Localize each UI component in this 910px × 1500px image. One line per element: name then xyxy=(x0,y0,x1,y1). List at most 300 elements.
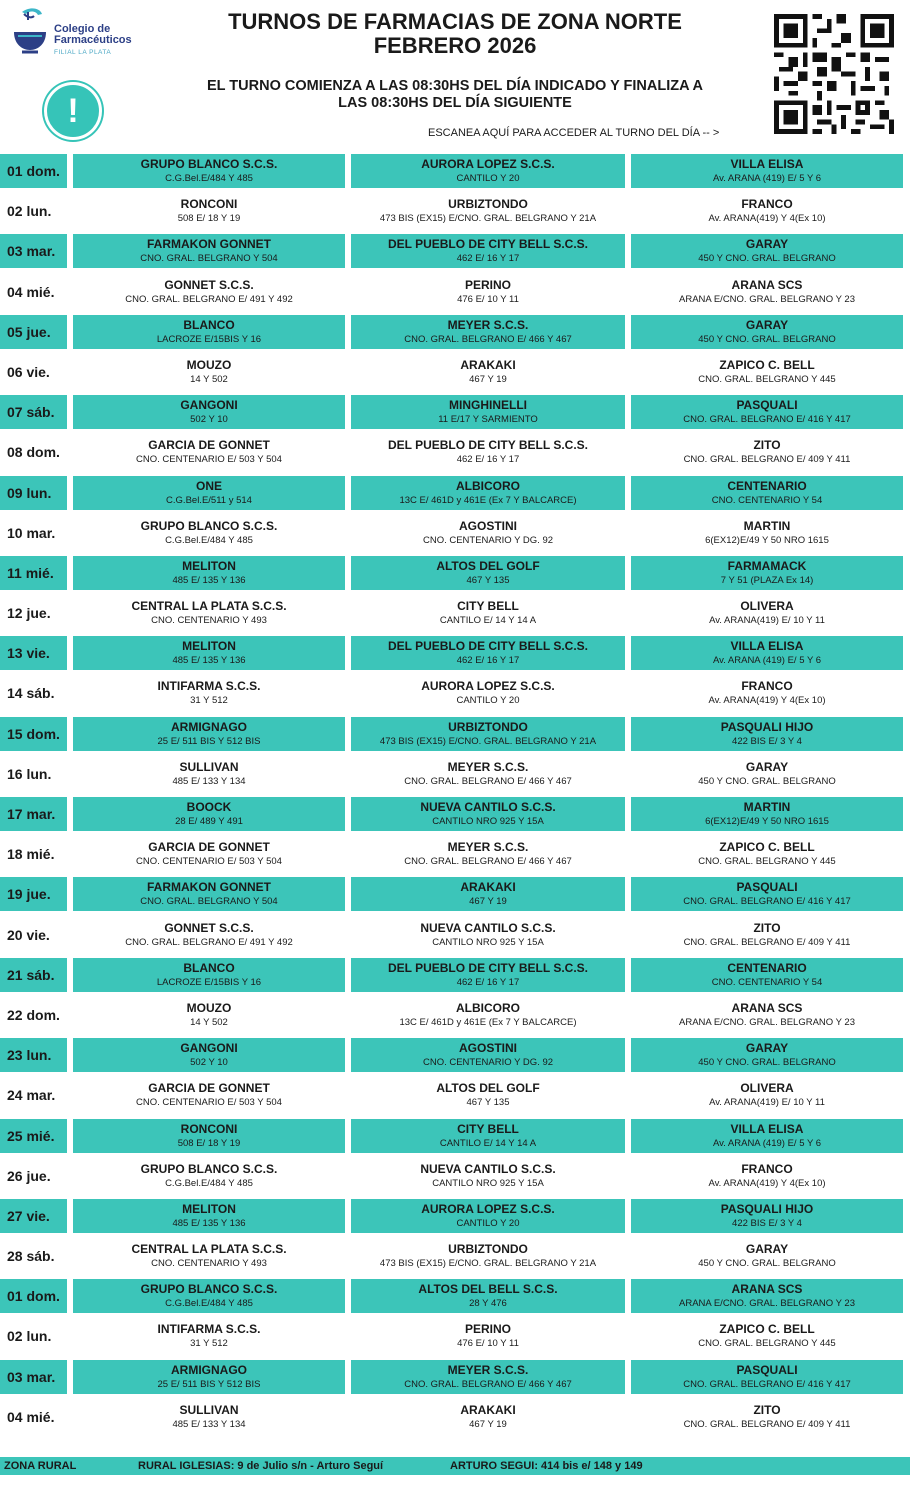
pharmacy-cell xyxy=(351,435,625,469)
rural-zone-label: ZONA RURAL xyxy=(4,1460,77,1472)
pharmacy-address: C.G.Bel.E/484 Y 485 xyxy=(165,534,253,546)
pharmacy-cell xyxy=(631,596,903,630)
pharmacy-name: SULLIVAN xyxy=(179,1402,239,1417)
pharmacy-name: ARAKAKI xyxy=(460,1402,516,1417)
pharmacy-name: PASQUALI HIJO xyxy=(720,719,814,734)
pharmacy-name: ARMIGNAGO xyxy=(171,1362,247,1377)
table-row xyxy=(0,876,910,916)
pharmacy-cell xyxy=(351,1078,625,1112)
pharmacy-name: ZAPICO C. BELL xyxy=(719,840,815,855)
day-label: 05 jue. xyxy=(0,315,67,349)
pharmacy-name: GRUPO BLANCO S.C.S. xyxy=(140,1282,278,1297)
pharmacy-name: URBIZTONDO xyxy=(448,197,528,212)
pharmacy-name: FARMAMACK xyxy=(727,558,807,573)
pharmacy-cell xyxy=(631,797,903,831)
day-label: 17 mar. xyxy=(0,797,67,831)
pharmacy-address: Av. ARANA (419) E/ 5 Y 6 xyxy=(712,655,822,667)
pharmacy-cell xyxy=(73,1360,345,1394)
pharmacy-cell xyxy=(351,395,625,429)
day-label: 09 lun. xyxy=(0,476,67,510)
pharmacy-address: Av. ARANA(419) Y 4(Ex 10) xyxy=(708,695,826,707)
pharmacy-address: C.G.Bel.E/484 Y 485 xyxy=(165,173,253,184)
pharmacy-address: CNO. CENTENARIO Y 493 xyxy=(151,615,267,627)
day-label: 04 mié. xyxy=(7,283,55,300)
pharmacy-name: DEL PUEBLO DE CITY BELL S.C.S. xyxy=(387,639,589,654)
pharmacy-address: Av. ARANA(419) Y 4(Ex 10) xyxy=(708,1177,826,1189)
pharmacy-cell xyxy=(73,1159,345,1193)
table-row xyxy=(0,957,910,997)
pharmacy-address: 28 E/ 489 Y 491 xyxy=(175,816,243,827)
pharmacy-name: BLANCO xyxy=(183,960,235,975)
pharmacy-name: RONCONI xyxy=(180,197,238,212)
pharmacy-name: FRANCO xyxy=(741,197,793,212)
day-label: 15 dom. xyxy=(0,717,67,751)
pharmacy-address: CNO. GRAL. BELGRANO E/ 491 Y 492 xyxy=(125,293,293,305)
pharmacy-name: NUEVA CANTILO S.C.S. xyxy=(420,800,556,814)
logo-text-line1: Colegio de xyxy=(54,23,111,35)
pharmacy-address: 485 E/ 133 Y 134 xyxy=(172,775,246,787)
table-row xyxy=(0,274,910,314)
pharmacy-cell xyxy=(73,1119,345,1153)
pharmacy-address: 508 E/ 18 Y 19 xyxy=(177,1137,241,1149)
pharmacy-name: MARTIN xyxy=(743,800,791,814)
pharmacy-name: ALBICORO xyxy=(456,1000,520,1015)
pharmacy-address: 13C E/ 461D y 461E (Ex 7 Y BALCARCE) xyxy=(399,1016,577,1028)
pharmacy-address: CANTILO NRO 925 Y 15A xyxy=(432,936,544,948)
pharmacy-name: FRANCO xyxy=(741,679,793,694)
pharmacy-cell xyxy=(351,556,625,590)
pharmacy-address: 467 Y 19 xyxy=(469,1418,507,1430)
pharmacy-cell xyxy=(631,998,903,1032)
table-row xyxy=(0,1198,910,1238)
pharmacy-cell xyxy=(351,154,625,188)
pharmacy-name: FARMAKON GONNET xyxy=(147,237,271,252)
pharmacy-address: CNO. GRAL. BELGRANO E/ 466 Y 467 xyxy=(404,856,572,868)
pharmacy-address: CNO. CENTENARIO Y 54 xyxy=(711,494,823,506)
table-row xyxy=(0,394,910,434)
pharmacy-address: 450 Y CNO. GRAL. BELGRANO xyxy=(698,1057,836,1069)
pharmacy-address: CANTILO NRO 925 Y 15A xyxy=(432,816,544,827)
pharmacy-name: FARMAKON GONNET xyxy=(147,880,271,895)
pharmacy-cell xyxy=(351,476,625,510)
pharmacy-name: CENTRAL LA PLATA S.C.S. xyxy=(131,599,287,614)
pharmacy-name: ALTOS DEL GOLF xyxy=(436,558,540,573)
pharmacy-cell xyxy=(631,1279,903,1313)
pharmacy-cell xyxy=(73,1239,345,1273)
pharmacy-address: Av. ARANA(419) E/ 10 Y 11 xyxy=(709,1097,825,1109)
day-label: 03 mar. xyxy=(0,1360,67,1394)
pharmacy-name: ZITO xyxy=(753,438,781,453)
pharmacy-name: GONNET S.C.S. xyxy=(164,277,254,292)
pharmacy-address: CNO. GRAL. BELGRANO Y 445 xyxy=(698,856,836,868)
pharmacy-name: GRUPO BLANCO S.C.S. xyxy=(140,157,278,171)
pharmacy-name: AURORA LOPEZ S.C.S. xyxy=(421,679,555,694)
pharmacy-name: PASQUALI HIJO xyxy=(720,1201,814,1216)
day-label: 02 lun. xyxy=(7,1328,52,1345)
pharmacy-address: 502 Y 10 xyxy=(190,414,228,426)
pharmacy-address: 485 E/ 135 Y 136 xyxy=(172,574,246,586)
table-row xyxy=(0,595,910,635)
pharmacy-address: CNO. GRAL. BELGRANO Y 504 xyxy=(140,896,278,908)
title-line-2: FEBRERO 2026 xyxy=(373,33,537,58)
pharmacy-name: ARMIGNAGO xyxy=(171,719,247,734)
pharmacy-address: ARANA E/CNO. GRAL. BELGRANO Y 23 xyxy=(679,293,855,305)
pharmacy-address: C.G.Bel.E/511 y 514 xyxy=(166,494,252,506)
pharmacy-address: CNO. CENTENARIO E/ 503 Y 504 xyxy=(136,856,282,868)
pharmacy-address: 14 Y 502 xyxy=(190,373,228,385)
pharmacy-cell xyxy=(73,1319,345,1353)
pharmacy-cell xyxy=(351,1199,625,1233)
pharmacy-cell xyxy=(631,516,903,550)
qr-code-icon[interactable] xyxy=(774,14,894,134)
table-row xyxy=(0,997,910,1037)
pharmacy-address: 28 Y 476 xyxy=(469,1298,507,1310)
day-label: 16 lun. xyxy=(7,765,52,782)
pharmacy-address: CNO. GRAL. BELGRANO Y 504 xyxy=(140,253,278,265)
day-label: 10 mar. xyxy=(7,524,56,541)
pharmacy-address: C.G.Bel.E/484 Y 485 xyxy=(165,1298,253,1310)
pharmacy-name: MARTIN xyxy=(743,518,791,533)
pharmacy-cell xyxy=(631,1400,903,1434)
pharmacy-address: CANTILO E/ 14 Y 14 A xyxy=(439,615,537,627)
pharmacy-address: CNO. CENTENARIO Y DG. 92 xyxy=(422,534,554,546)
pharmacy-address: CNO. GRAL. BELGRANO E/ 466 Y 467 xyxy=(404,333,572,345)
pharmacy-cell xyxy=(631,435,903,469)
day-label: 03 mar. xyxy=(0,234,67,268)
pharmacy-address: CNO. CENTENARIO Y 493 xyxy=(151,1258,267,1270)
day-label: 02 lun. xyxy=(7,203,52,220)
pharmacy-cell xyxy=(351,1038,625,1072)
pharmacy-address: 450 Y CNO. GRAL. BELGRANO xyxy=(698,1258,836,1270)
pharmacy-address: 467 Y 19 xyxy=(469,896,507,908)
pharmacy-address: Av. ARANA(419) Y 4(Ex 10) xyxy=(708,213,826,225)
pharmacy-cell xyxy=(631,717,903,751)
pharmacy-name: MEYER S.C.S. xyxy=(447,1362,529,1377)
pharmacy-address: CANTILO Y 20 xyxy=(456,1217,520,1229)
pharmacy-name: GONNET S.C.S. xyxy=(164,920,254,935)
pharmacy-name: GARCIA DE GONNET xyxy=(148,840,270,855)
pharmacy-address: CNO. CENTENARIO Y DG. 92 xyxy=(422,1057,554,1069)
pharmacy-name: MELITON xyxy=(182,639,236,654)
pharmacy-cell xyxy=(351,1319,625,1353)
pharmacy-address: CNO. GRAL. BELGRANO E/ 416 Y 417 xyxy=(683,1378,851,1390)
pharmacy-cell xyxy=(73,476,345,510)
pharmacy-address: 25 E/ 511 BIS Y 512 BIS xyxy=(157,735,261,747)
pharmacy-name: GARAY xyxy=(745,237,789,252)
pharmacy-cell xyxy=(631,275,903,309)
day-label: 13 vie. xyxy=(0,636,67,670)
day-label: 26 jue. xyxy=(7,1167,51,1184)
pharmacy-cell xyxy=(73,275,345,309)
pharmacy-address: CNO. GRAL. BELGRANO E/ 409 Y 411 xyxy=(683,936,851,948)
pharmacy-address: ARANA E/CNO. GRAL. BELGRANO Y 23 xyxy=(679,1016,855,1028)
pharmacy-address: CNO. GRAL. BELGRANO E/ 466 Y 467 xyxy=(404,1378,572,1390)
pharmacy-cell xyxy=(631,837,903,871)
table-row xyxy=(0,635,910,675)
pharmacy-cell xyxy=(73,395,345,429)
pharmacy-name: VILLA ELISA xyxy=(730,639,804,654)
pharmacy-address: CNO. GRAL. BELGRANO E/ 416 Y 417 xyxy=(683,896,851,908)
pharmacy-cell xyxy=(73,676,345,710)
pharmacy-name: PERINO xyxy=(464,1322,511,1337)
pharmacy-address: 25 E/ 511 BIS Y 512 BIS xyxy=(157,1378,261,1390)
pharmacy-cell xyxy=(351,1360,625,1394)
pharmacy-name: GARAY xyxy=(745,317,789,332)
pharmacy-cell xyxy=(631,1119,903,1153)
pharmacy-name: DEL PUEBLO DE CITY BELL S.C.S. xyxy=(387,960,589,975)
pharmacy-cell xyxy=(73,717,345,751)
pharmacy-name: AURORA LOPEZ S.C.S. xyxy=(421,157,555,171)
table-row xyxy=(0,555,910,595)
pharmacy-address: CANTILO NRO 925 Y 15A xyxy=(432,1177,544,1189)
day-label: 14 sáb. xyxy=(7,685,55,702)
pharmacy-name: GRUPO BLANCO S.C.S. xyxy=(140,518,278,533)
pharmacy-name: CENTRAL LA PLATA S.C.S. xyxy=(131,1242,287,1257)
pharmacy-name: AGOSTINI xyxy=(458,518,517,533)
pharmacy-address: CNO. CENTENARIO E/ 503 Y 504 xyxy=(136,454,282,466)
pharmacy-name: PASQUALI xyxy=(736,1362,798,1377)
pharmacy-address: 450 Y CNO. GRAL. BELGRANO xyxy=(698,775,836,787)
title-line-1: TURNOS DE FARMACIAS DE ZONA NORTE xyxy=(228,9,682,34)
pharmacy-cell xyxy=(73,194,345,228)
pharmacy-address: LACROZE E/15BIS Y 16 xyxy=(156,976,262,988)
pharmacy-cell xyxy=(73,797,345,831)
table-row xyxy=(0,475,910,515)
pharmacy-name: GARAY xyxy=(745,1242,789,1257)
day-label: 01 dom. xyxy=(0,154,67,188)
table-row xyxy=(0,1238,910,1278)
table-row xyxy=(0,434,910,474)
exclamation-circle-icon: ! xyxy=(44,82,102,140)
pharmacy-name: NUEVA CANTILO S.C.S. xyxy=(420,920,556,935)
pharmacy-name: GARAY xyxy=(745,1041,789,1056)
table-row xyxy=(0,1399,910,1439)
pharmacy-address: Av. ARANA(419) E/ 10 Y 11 xyxy=(709,615,825,627)
pharmacy-cell xyxy=(73,234,345,268)
pharmacy-cell xyxy=(631,154,903,188)
pharmacy-name: ARANA SCS xyxy=(731,277,803,292)
pharmacy-address: 422 BIS E/ 3 Y 4 xyxy=(732,735,802,747)
pharmacy-address: CNO. GRAL. BELGRANO E/ 466 Y 467 xyxy=(404,775,572,787)
pharmacy-cell xyxy=(73,1199,345,1233)
rural-zone-item-1: RURAL IGLESIAS: 9 de Julio s/n - Arturo Seguí xyxy=(138,1460,384,1472)
pharmacy-name: INTIFARMA S.C.S. xyxy=(157,679,261,694)
pharmacy-name: FRANCO xyxy=(741,1161,793,1176)
pharmacy-name: ALBICORO xyxy=(456,478,520,493)
pharmacy-address: 467 Y 135 xyxy=(466,574,510,586)
pharmacy-name: SULLIVAN xyxy=(179,759,239,774)
notice-line-1: EL TURNO COMIENZA A LAS 08:30HS DEL DÍA INDICADO Y FINALIZA A xyxy=(207,78,703,94)
pharmacy-cell xyxy=(73,837,345,871)
table-row xyxy=(0,716,910,756)
pharmacy-cell xyxy=(351,1279,625,1313)
pharmacy-address: 6(EX12)E/49 Y 50 NRO 1615 xyxy=(705,816,829,827)
notice-line-2: LAS 08:30HS DEL DÍA SIGUIENTE xyxy=(338,95,572,111)
pharmacy-name: MEYER S.C.S. xyxy=(447,317,529,332)
pharmacy-address: 462 E/ 16 Y 17 xyxy=(456,655,520,667)
pharmacy-name: MELITON xyxy=(182,1201,236,1216)
pharmacy-name: GANGONI xyxy=(180,1041,238,1056)
pharmacy-name: CENTENARIO xyxy=(727,960,807,975)
pharmacy-cell xyxy=(73,355,345,389)
pharmacy-cell xyxy=(631,1239,903,1273)
pharmacy-address: 476 E/ 10 Y 11 xyxy=(457,293,519,305)
table-row xyxy=(0,756,910,796)
pharmacy-cell xyxy=(631,877,903,911)
pharmacy-address: CNO. GRAL. BELGRANO E/ 491 Y 492 xyxy=(125,936,293,948)
pharmacy-name: DEL PUEBLO DE CITY BELL S.C.S. xyxy=(387,237,589,252)
pharmacy-name: ARAKAKI xyxy=(460,880,516,895)
day-label: 11 mié. xyxy=(0,556,67,590)
pharmacy-cell xyxy=(351,1239,625,1273)
college-logo[interactable] xyxy=(8,6,148,62)
day-label: 25 mié. xyxy=(0,1119,67,1153)
logo-text-line3: FILIAL LA PLATA xyxy=(54,49,112,56)
pharmacy-cell xyxy=(631,476,903,510)
pharmacy-name: AURORA LOPEZ S.C.S. xyxy=(421,1201,555,1216)
pharmacy-name: AGOSTINI xyxy=(458,1041,517,1056)
shift-notice xyxy=(160,78,750,112)
pharmacy-name: PASQUALI xyxy=(736,398,798,413)
table-row xyxy=(0,836,910,876)
pharmacy-address: 476 E/ 10 Y 11 xyxy=(457,1338,519,1350)
pharmacy-name: MEYER S.C.S. xyxy=(447,759,529,774)
pharmacy-address: CNO. GRAL. BELGRANO E/ 409 Y 411 xyxy=(683,454,851,466)
pharmacy-address: 7 Y 51 (PLAZA Ex 14) xyxy=(720,574,814,586)
table-row xyxy=(0,153,910,193)
pharmacy-address: CANTILO Y 20 xyxy=(456,173,520,184)
pharmacy-cell xyxy=(631,234,903,268)
pharmacy-name: OLIVERA xyxy=(740,599,794,614)
pharmacy-name: ALTOS DEL GOLF xyxy=(436,1081,540,1096)
pharmacy-cell xyxy=(351,636,625,670)
pharmacy-cell xyxy=(631,918,903,952)
pharmacy-cell xyxy=(631,1319,903,1353)
pharmacy-cell xyxy=(351,877,625,911)
pharmacy-address: 450 Y CNO. GRAL. BELGRANO xyxy=(698,333,836,345)
table-row xyxy=(0,1359,910,1399)
pharmacy-cell xyxy=(351,797,625,831)
table-row xyxy=(0,515,910,555)
pharmacy-cell xyxy=(351,194,625,228)
pharmacy-name: CENTENARIO xyxy=(727,478,807,493)
pharmacy-name: ARANA SCS xyxy=(731,1282,803,1297)
pharmacy-address: 31 Y 512 xyxy=(190,1338,228,1350)
pharmacy-cell xyxy=(351,1119,625,1153)
rural-zone-bar xyxy=(0,1457,910,1475)
pharmacy-name: VILLA ELISA xyxy=(730,1121,804,1136)
pharmacy-cell xyxy=(351,757,625,791)
pharmacy-cell xyxy=(73,958,345,992)
pharmacy-name: CITY BELL xyxy=(457,1121,519,1136)
pharmacy-cell xyxy=(351,998,625,1032)
pharmacy-name: ZAPICO C. BELL xyxy=(719,357,815,372)
pharmacy-cell xyxy=(73,1038,345,1072)
pharmacy-cell xyxy=(631,1078,903,1112)
pharmacy-address: 508 E/ 18 Y 19 xyxy=(177,213,241,225)
pharmacy-address: 473 BIS (EX15) E/CNO. GRAL. BELGRANO Y 21A xyxy=(379,1258,597,1270)
pharmacy-cell xyxy=(631,1360,903,1394)
pharmacy-name: PERINO xyxy=(464,277,511,292)
pharmacy-cell xyxy=(631,676,903,710)
table-row xyxy=(0,233,910,273)
pharmacy-cell xyxy=(73,596,345,630)
table-row xyxy=(0,1158,910,1198)
table-row xyxy=(0,193,910,233)
pharmacy-name: ZITO xyxy=(753,920,781,935)
pharmacy-address: 473 BIS (EX15) E/CNO. GRAL. BELGRANO Y 21A xyxy=(379,735,597,747)
pharmacy-cell xyxy=(351,234,625,268)
day-label: 24 mar. xyxy=(7,1087,56,1104)
pharmacy-name: BLANCO xyxy=(183,317,235,332)
pharmacy-address: 11 E/17 Y SARMIENTO xyxy=(438,414,538,426)
page-title xyxy=(160,10,750,58)
day-label: 04 mié. xyxy=(7,1408,55,1425)
table-row xyxy=(0,796,910,836)
pharmacy-cell xyxy=(631,757,903,791)
table-row xyxy=(0,1278,910,1318)
pharmacy-name: VILLA ELISA xyxy=(730,157,804,171)
shift-schedule-table xyxy=(0,153,910,1439)
pharmacy-name: MEYER S.C.S. xyxy=(447,840,529,855)
pharmacy-cell xyxy=(351,837,625,871)
pharmacy-cell xyxy=(73,998,345,1032)
pharmacy-cell xyxy=(73,1279,345,1313)
pharmacy-address: ARANA E/CNO. GRAL. BELGRANO Y 23 xyxy=(679,1298,855,1310)
pharmacy-address: C.G.Bel.E/484 Y 485 xyxy=(165,1177,253,1189)
pharmacy-address: 14 Y 502 xyxy=(190,1016,228,1028)
pharmacy-address: CNO. CENTENARIO Y 54 xyxy=(711,976,823,988)
pharmacy-name: MOUZO xyxy=(186,1000,232,1015)
table-row xyxy=(0,1118,910,1158)
pharmacy-cell xyxy=(73,315,345,349)
pharmacy-cell xyxy=(351,275,625,309)
pharmacy-address: 502 Y 10 xyxy=(190,1057,228,1069)
pharmacy-cell xyxy=(351,315,625,349)
pharmacy-address: LACROZE E/15BIS Y 16 xyxy=(156,333,262,345)
pharmacy-name: RONCONI xyxy=(180,1121,238,1136)
day-label: 01 dom. xyxy=(0,1279,67,1313)
pharmacy-cell xyxy=(351,1159,625,1193)
pharmacy-address: 6(EX12)E/49 Y 50 NRO 1615 xyxy=(705,534,829,546)
pharmacy-name: PASQUALI xyxy=(736,880,798,895)
pharmacy-cell xyxy=(73,757,345,791)
day-label: 06 vie. xyxy=(7,363,50,380)
pharmacy-cell xyxy=(351,596,625,630)
pharmacy-cell xyxy=(73,877,345,911)
pharmacy-cell xyxy=(351,355,625,389)
pharmacy-address: CNO. CENTENARIO E/ 503 Y 504 xyxy=(136,1097,282,1109)
pharmacy-address: Av. ARANA (419) E/ 5 Y 6 xyxy=(712,1137,822,1149)
scan-instruction: ESCANEA AQUÍ PARA ACCEDER AL TURNO DEL DÍA -- > xyxy=(428,127,720,139)
pharmacy-name: GANGONI xyxy=(180,398,238,413)
pharmacy-name: CITY BELL xyxy=(457,599,519,614)
pharmacy-cell xyxy=(73,1078,345,1112)
pharmacy-address: Av. ARANA (419) E/ 5 Y 6 xyxy=(712,173,822,184)
pharmacy-cell xyxy=(631,315,903,349)
pharmacy-name: URBIZTONDO xyxy=(448,719,528,734)
pharmacy-cell xyxy=(351,958,625,992)
pharmacy-cell xyxy=(631,194,903,228)
pharmacy-address: 467 Y 135 xyxy=(466,1097,510,1109)
pharmacy-cell xyxy=(73,636,345,670)
day-label: 18 mié. xyxy=(7,846,55,863)
rural-zone-item-2: ARTURO SEGUI: 414 bis e/ 148 y 149 xyxy=(450,1460,643,1472)
pharmacy-cell xyxy=(351,676,625,710)
pharmacy-cell xyxy=(631,556,903,590)
pharmacy-name: MINGHINELLI xyxy=(449,398,527,413)
pharmacy-address: 422 BIS E/ 3 Y 4 xyxy=(732,1217,802,1229)
